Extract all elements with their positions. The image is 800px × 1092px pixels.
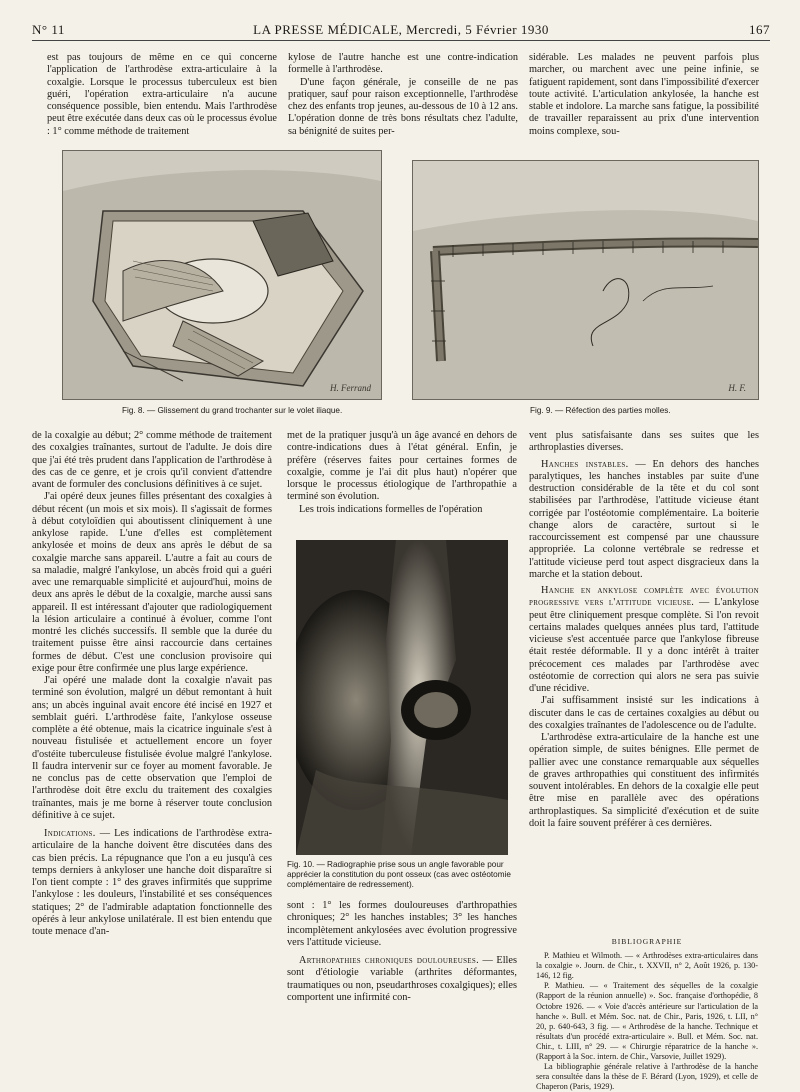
radiograph-image (296, 540, 508, 855)
paragraph-text: — En dehors des hanches paralytiques, les hanches instables par suite d'une destruction considérable de la tête et du col sont stabilisées par l'arthrodèse, l'attitude vicieuse étant corrigée par l'ostéotomie complémentaire. La boiterie change alors de caractère, surtout si le raccourcissement est compensé par une chaussure appropriée. La colonne vertébrale se redresse et l'attitude vicieuse perd tout aspect disgracieux dans la marche et la station debout. (529, 458, 759, 580)
journal-title: LA PRESSE MÉDICALE, Mercredi, 5 Février 1930 (253, 22, 549, 37)
issue-number: N° 11 (32, 22, 65, 37)
paragraph: kylose de l'autre hanche est une contre-indication formelle à l'arthrodèse. (288, 52, 518, 76)
running-header (32, 18, 770, 41)
paragraph: de la coxalgie au début; 2° comme méthode de traitement des coxalgies traînantes, surtout de l'adulte. Je dois dire que j'ai été très prudent dans l'application de l'arthrodèse à des cas de ce genre, et je crois qu'il convient d'attendre avant de formuler des conclusions définitives à ce sujet. (32, 430, 272, 490)
bibliography-entry: P. Mathieu. — « Traitement des séquelles de la coxalgie (Rapport de la réunion annuelle) ». Soc. française d'orthopédie, 8 Octobre 1926. — « Voie d'accès antérieure sur l'articulation de la hanche ». Bull. et Mém. Soc. nat. de Chir., Paris, 1926, t. LII, n° 20, p. 640-643, 3 fig. — « Arthrodèse de la hanche. Technique et résultats d'un procédé extra-articulaire ». Bull. et Mém. Soc. nat. Chir., t. LIII, n° 29. — « Chirurgie réparatrice de la hanche ». (Rapport à la Soc. intern. de Chir., Varsovie, Juillet 1929). (536, 981, 758, 1062)
paragraph: Les trois indications formelles de l'opération (299, 503, 483, 515)
paragraph-text: — Les indications de l'arthrodèse extra-articulaire de la hanche doivent être discutées dans des cas bien précis. La répugnance que l'on a eu jusqu'à ces temps derniers à ankyloser une hanche doit disparaître si l'on tient compte : 1° des graves infirmités que supprime l'ankylose : les douleurs, l'instabilité et ses conséquences statiques; 2° de l'admirable adaptation fonctionnelle des opérés à leur ankylose unilatérale. Il est bien entendu que toute menace d'an- (32, 828, 272, 937)
surgical-drawing-trochanter (63, 151, 381, 399)
bibliography-entry: P. Mathieu et Wilmoth. — « Arthrodèses extra-articulaires dans la coxalgie ». Journ. de Chir., t. XXVII, n° 2, Août 1926, p. 130-146, 12 fig. (536, 951, 758, 981)
body-column-1 (32, 430, 272, 938)
figure-9-caption: Fig. 9. — Réfection des parties molles. (530, 406, 671, 415)
illustrator-signature: H. Ferrand (330, 383, 371, 393)
paragraph: L'arthrodèse extra-articulaire de la hanche est une opération simple, de suites bénignes. Elle permet de pallier avec une constance remarquable aux séquelles de graves arthropathies qui constituent des infirmités souvent intolérables. En dehors de la coxalgie elle peut être mise en parallèle avec des opérations arthroplastiques. Sa simplicité d'exécution et de suite doit la faire souvent préférer à ces dernières. (529, 732, 759, 829)
top-column-3 (529, 52, 759, 138)
paragraph: sidérable. Les malades ne peuvent parfois plus marcher, ou marchent avec une peine infinie, se fatiguent rapidement, sont dans l'impossibilité d'exercer toute activité. L'articulation ankylosée, la hanche est stable et indolore. La marche sans fatigue, la possibilité de travailler reparaissent au prix d'une intervention moins complexe, sou- (529, 52, 759, 137)
figure-8-caption: Fig. 8. — Glissement du grand trochanter sur le volet iliaque. (122, 406, 343, 415)
paragraph-instables (529, 459, 759, 582)
paragraph: met de la pratiquer jusqu'à un âge avancé en dehors de contre-indications dues à l'état général. Enfin, je préfère (réserves faites pour certaines formes de coxalgie, comme je l'ai dit plus haut) n'opérer que lorsque le processus étiologique de l'arthropathie a terminé son évolution. (287, 430, 517, 503)
paragraph: vent plus satisfaisante dans ses suites que les arthroplasties diverses. (529, 430, 759, 454)
figure-9-illustration (412, 160, 759, 400)
bibliography-title: BIBLIOGRAPHIE (611, 937, 683, 946)
paragraph-text: — L'ankylose peut être cliniquement presque complète. Si l'on revoit certains malades quelques années plus tard, l'attitude vicieuse s'est accentuée parce que l'ankylose fibreuse était restée déformable. Il y a donc intérêt à traiter précocement ces malades par l'arthrodèse avec ostéotomie de correction qui alors ne sera pas suivie d'une récidive. (529, 597, 759, 694)
figure-10-caption: Fig. 10. — Radiographie prise sous un angle favorable pour apprécier la constitution du pont osseux (cas avec ostéotomie complémentaire de redressement). (287, 860, 511, 889)
paragraph-indications (32, 828, 272, 938)
surgical-drawing-soft-tissue (413, 161, 758, 399)
bibliography-entry: La bibliographie générale relative à l'arthrodèse de la hanche sera consultée dans la thèse de F. Bérard (Lyon, 1929), et celle de Chaperon (Paris, 1929). (536, 1062, 758, 1092)
paragraph: J'ai opéré deux jeunes filles présentant des coxalgies à début récent (un mois et six mois). Il s'agissait de formes à début cotyloïdien qui aboutissent cliniquement à une ankylose rapide. L'une d'elles est complètement ankylosée et moins de deux ans après le début de sa coxalgie marche sans appareil. L'autre a fait au cours de sa maladie, malgré l'ankylose, un abcès froid qui a guéri avec une remarquable simplicité et aujourd'hui, moins de deux ans après le début de la coxalgie, marche aussi sans appareil. Il est intéressant d'ajouter que radiologiquement la lésion articulaire a continué à évoluer, comme l'ont montré les clichés successifs. Il semble que la durée du traitement puisse être ainsi raccourcie dans certaines formes de début. C'est une conclusion provisoire qui exige pour être confirmée une plus large expérience. (32, 491, 272, 674)
section-heading: Hanche en ankylose complète avec évolution progressive vers l'attitude vicieuse. (529, 585, 759, 609)
figure-10-radiograph (296, 540, 508, 855)
body-column-2-continued (287, 900, 517, 1004)
body-column-2 (287, 430, 517, 516)
paragraph: J'ai opéré une malade dont la coxalgie n'avait pas terminé son évolution, malgré un début remontant à huit ans; un abcès inguinal avait encore été incisé en 1927 et semblait guéri. L'arthrodèse faite, l'ankylose osseuse complète a été obtenue, mais la cicatrice inguinale s'est à nouveau fistulisée et actuellement encore un foyer d'ostéite tuberculeuse fistulisée évolue malgré l'ankylose. Il faudra intervenir sur ce foyer au moment favorable. Je ne conclus pas de cette observation que l'emploi de l'arthrodèse doit être exclu du traitement des coxalgies traînantes, mais je me borne à réserver toute conclusion définitive à ce sujet. (32, 675, 272, 821)
paragraph: sont : 1° les formes douloureuses d'arthropathies chroniques; 2° les hanches instables; 3° les hanches incomplètement ankylosées avec évolution progressive vers l'attitude vicieuse. (287, 900, 517, 948)
paragraph: J'ai suffisamment insisté sur les indications à discuter dans le cas de certaines coxalgies au début ou des coxalgies traînantes de l'adolescence ou de l'adulte. (529, 695, 759, 731)
paragraph-ankylose (529, 585, 759, 695)
page-number: 167 (749, 22, 770, 37)
illustrator-signature: H. F. (728, 383, 746, 393)
top-column-2 (288, 52, 518, 138)
section-heading: Indications. (44, 828, 96, 839)
section-heading: Arthropathies chroniques douloureuses. (299, 955, 479, 966)
section-heading: Hanches instables. (541, 458, 629, 470)
top-column-1 (47, 52, 277, 138)
body-column-3 (529, 430, 759, 830)
paragraph-text: — Elles sont d'étiologie variable (arthrites déformantes, traumatiques ou non, pseudarthroses coxalgiques); elles comportent une infirmité con- (287, 955, 517, 1003)
paragraph: est pas toujours de même en ce qui concerne l'application de l'arthrodèse extra-articulaire à la coxalgie. Lorsque le processus tuberculeux est bien guéri, l'opération extra-articulaire n'a aucune conséquence possible, bien entendu. Mais l'arthrodèse peut être exécutée dans deux cas où le processus évolue : 1° comme méthode de traitement (47, 52, 277, 137)
bibliography (536, 937, 758, 1092)
paragraph-arthropathies (287, 955, 517, 1004)
figure-8-illustration (62, 150, 382, 400)
paragraph: D'une façon générale, je conseille de ne pas pratiquer, sauf pour raison exceptionnelle, l'arthrodèse chez des enfants trop jeunes, au-dessous de 10 à 12 ans. L'opération donne de très bons résultats chez l'adulte, sa bénignité de suites per- (288, 76, 518, 137)
